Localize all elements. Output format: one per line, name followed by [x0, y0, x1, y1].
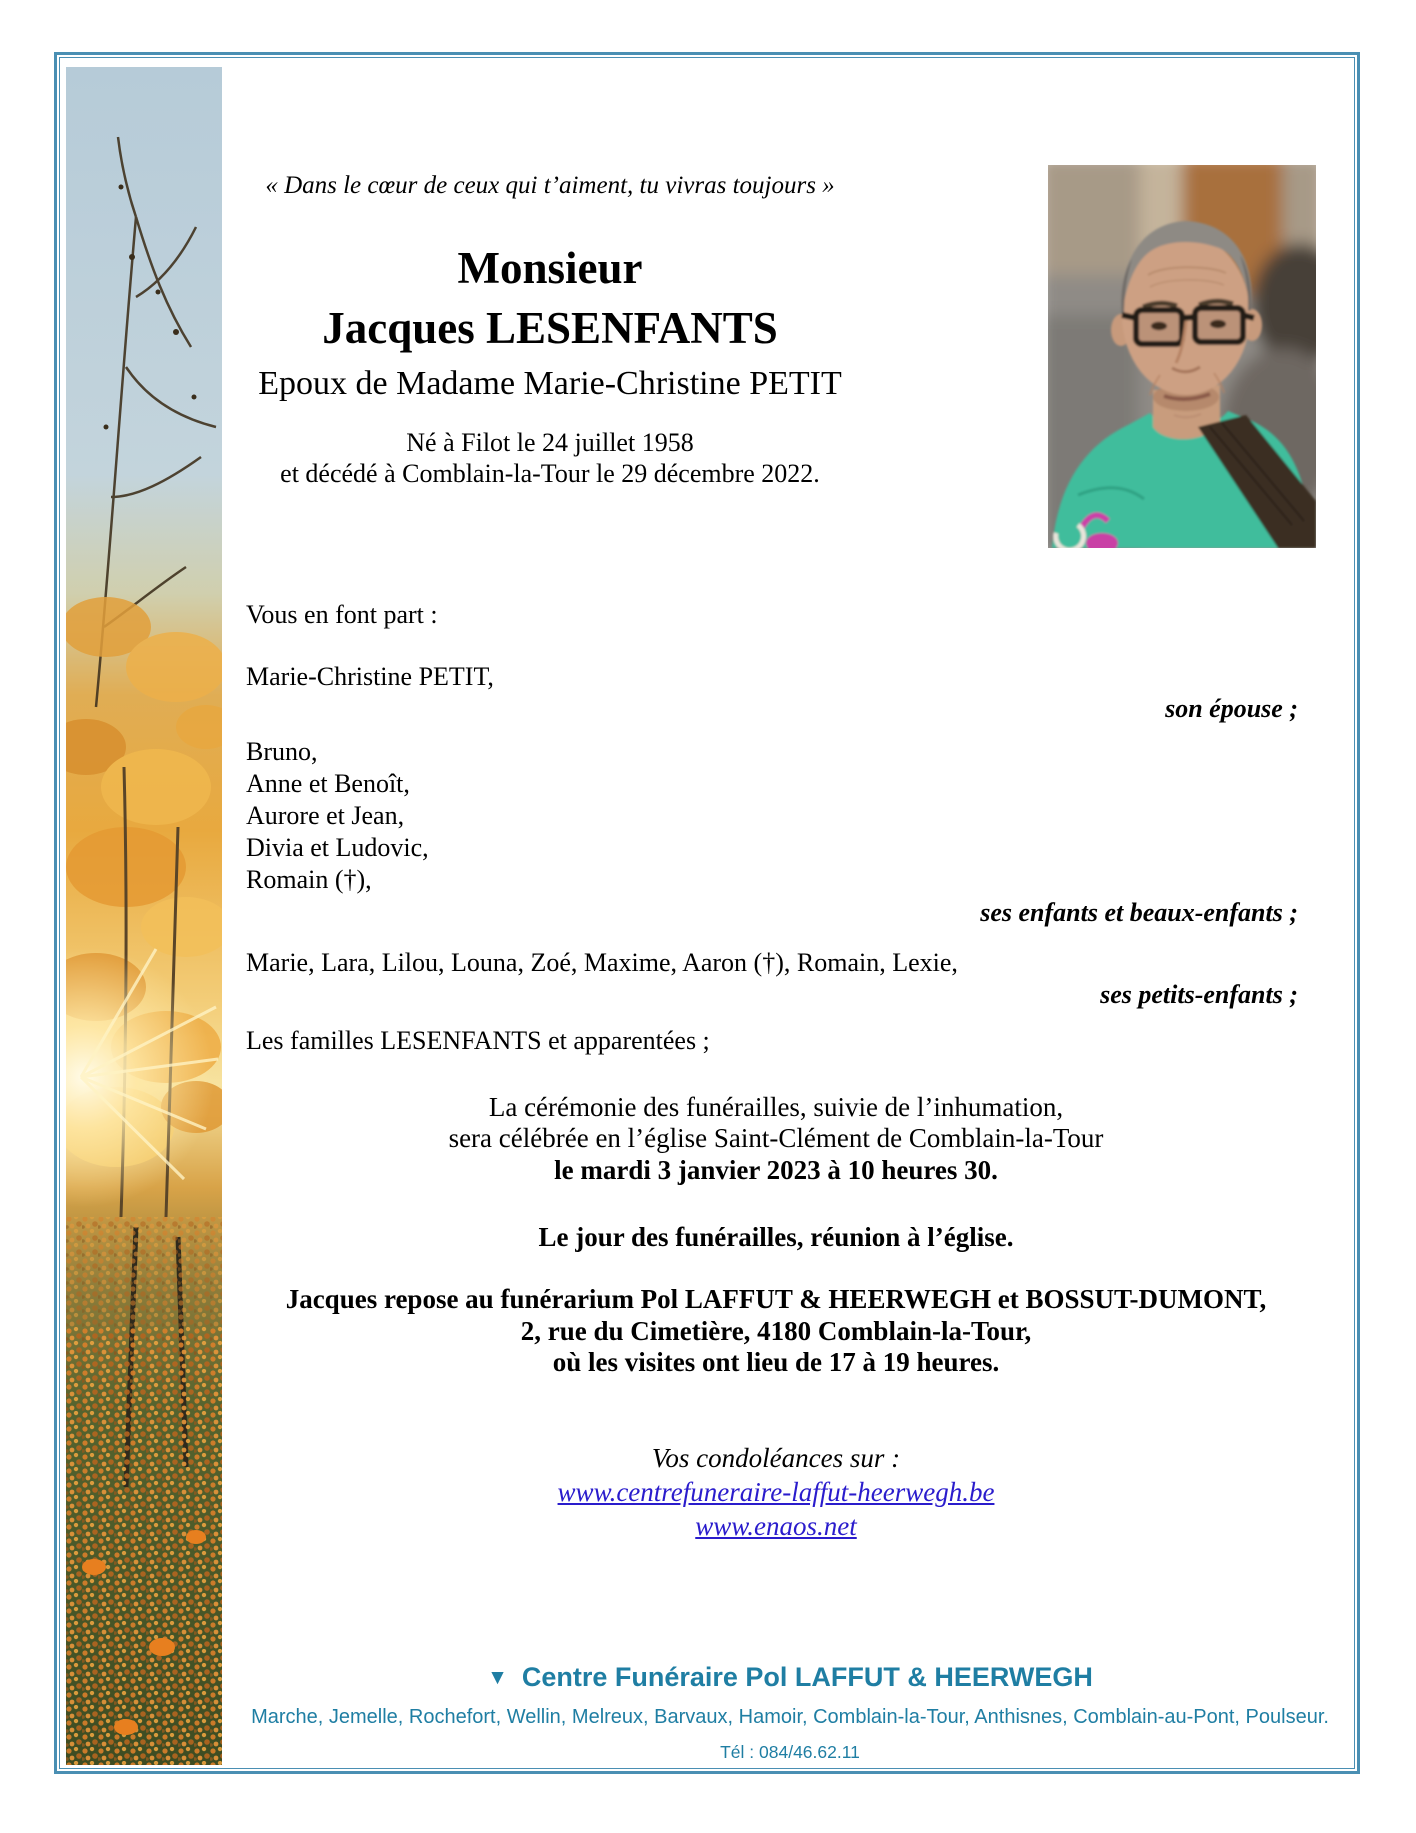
deceased-name: Jacques LESENFANTS [322, 303, 778, 353]
child-name: Romain (†), [246, 865, 372, 894]
ceremony-line1: La cérémonie des funérailles, suivie de l’inhumation, [488, 1092, 1064, 1122]
grandchildren-label: ses petits-enfants ; [1100, 980, 1298, 1009]
repose-line1: Jacques repose au funérarium Pol LAFFUT & HEERWEGH et BOSSUT-DUMONT, [285, 1284, 1267, 1314]
funeral-home-name: Centre Funéraire Pol LAFFUT & HEERWEGH [521, 1662, 1093, 1692]
grandchildren-names: Marie, Lara, Lilou, Louna, Zoé, Maxime, Aaron (†), Romain, Lexie, [246, 948, 958, 977]
condolences-link[interactable]: www.centrefuneraire-laffut-heerwegh.be [557, 1477, 995, 1507]
child-name: Aurore et Jean, [246, 801, 405, 830]
deceased-title: Monsieur [457, 243, 643, 293]
condolences-link[interactable]: www.enaos.net [695, 1511, 857, 1541]
child-name: Bruno, [246, 737, 318, 766]
announcement-intro: Vous en font part : [246, 600, 438, 629]
ceremony-date: le mardi 3 janvier 2023 à 10 heures 30. [554, 1155, 998, 1185]
autumn-photo [66, 67, 222, 1765]
deceased-relation: Epoux de Madame Marie-Christine PETIT [258, 365, 842, 402]
repose-address: 2, rue du Cimetière, 4180 Comblain-la-Tour, [520, 1316, 1032, 1346]
birth-line: Né à Filot le 24 juillet 1958 [406, 428, 694, 457]
spouse-label: son épouse ; [1165, 694, 1298, 723]
portrait-photo [1048, 165, 1316, 548]
funeral-home-heading [246, 1662, 1334, 1693]
families-line: Les familles LESENFANTS et apparentées ; [246, 1026, 710, 1055]
memorial-quote: « Dans le cœur de ceux qui t’aiment, tu vivras toujours » [265, 172, 835, 199]
autumn-photo-graphic [66, 67, 222, 1765]
condolences-link2-row [246, 1511, 1306, 1542]
condolences-link1-row [246, 1477, 1306, 1508]
spouse-name: Marie-Christine PETIT, [246, 662, 494, 691]
portrait-photo-graphic [1048, 165, 1316, 548]
repose-hours: où les visites ont lieu de 17 à 19 heures. [552, 1347, 1000, 1377]
ceremony-line2: sera célébrée en l’église Saint-Clément de Comblain-la-Tour [448, 1123, 1104, 1153]
child-name: Divia et Ludovic, [246, 833, 429, 862]
funeral-home-locations: Marche, Jemelle, Rochefort, Wellin, Melreux, Barvaux, Hamoir, Comblain-la-Tour, Anthisnes, Comblain-au-Pont, Poulseur. [251, 1706, 1329, 1728]
ceremony-meeting: Le jour des funérailles, réunion à l’église. [538, 1222, 1014, 1252]
triangle-down-icon: ▼ [487, 1666, 508, 1689]
children-label: ses enfants et beaux-enfants ; [980, 898, 1298, 927]
condolences-intro: Vos condoléances sur : [651, 1443, 901, 1473]
death-line: et décédé à Comblain-la-Tour le 29 décembre 2022. [280, 459, 820, 488]
funeral-home-phone: Tél : 084/46.62.11 [720, 1742, 860, 1762]
child-name: Anne et Benoît, [246, 769, 410, 798]
